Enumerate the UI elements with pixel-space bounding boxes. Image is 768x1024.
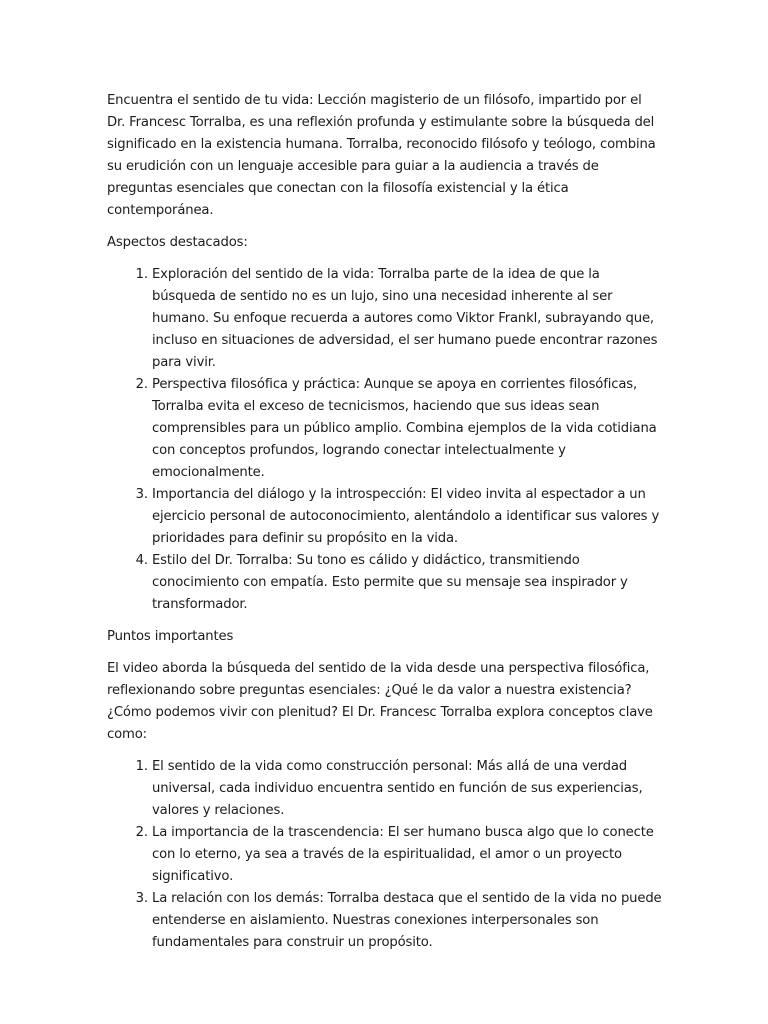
- intro-paragraph: Encuentra el sentido de tu vida: Lección magisterio de un filósofo, impartido por el Dr. Francesc Torralba, es una reflexión profunda y estimulante sobre la búsqueda del significado en la existencia humana. Torralba, reconocido filósofo y teólogo, combina su erudición con un lenguaje accesible para guiar a la audiencia a través de preguntas esenciales que conectan con la filosofía existencial y la ética contemporánea.: [107, 93, 656, 218]
- highlights-list: [107, 264, 663, 616]
- list-item: 2. La importancia de la trascendencia: El ser humano busca algo que lo conecte con lo eterno, ya sea a través de la espiritualidad, el amor o un proyecto significativo.: [152, 822, 663, 888]
- document-page: [107, 90, 663, 964]
- points-list: [107, 756, 663, 954]
- list-item: 1. Exploración del sentido de la vida: Torralba parte de la idea de que la búsqueda de sentido no es un lujo, sino una necesidad inherente al ser humano. Su enfoque recuerda a autores como Viktor Frankl, subrayando que, incluso en situaciones de adversidad, el ser humano puede encontrar razones para vivir.: [152, 264, 663, 374]
- list-item: 4. Estilo del Dr. Torralba: Su tono es cálido y didáctico, transmitiendo conocimiento con empatía. Esto permite que su mensaje sea inspirador y transformador.: [152, 550, 663, 616]
- list-item: 1. El sentido de la vida como construcción personal: Más allá de una verdad universal, cada individuo encuentra sentido en función de sus experiencias, valores y relaciones.: [152, 756, 663, 822]
- list-item: 2. Perspectiva filosófica y práctica: Aunque se apoya en corrientes filosóficas, Torralba evita el exceso de tecnicismos, haciendo que sus ideas sean comprensibles para un público amplio. Combina ejemplos de la vida cotidiana con conceptos profundos, logrando conectar intelectualmente y emocionalmente.: [152, 374, 663, 484]
- points-intro-paragraph: El video aborda la búsqueda del sentido de la vida desde una perspectiva filosófica, reflexionando sobre preguntas esenciales: ¿Qué le da valor a nuestra existencia? ¿Cómo podemos vivir con plenitud? El Dr. Francesc Torralba explora conceptos clave como:: [107, 661, 653, 742]
- list-item: 3. Importancia del diálogo y la introspección: El video invita al espectador a un ejercicio personal de autoconocimiento, alentándolo a identificar sus valores y prioridades para definir su propósito en la vida.: [152, 484, 663, 550]
- points-heading: Puntos importantes: [107, 629, 234, 644]
- list-item: 3. La relación con los demás: Torralba destaca que el sentido de la vida no puede entenderse en aislamiento. Nuestras conexiones interpersonales son fundamentales para construir un propósito.: [152, 888, 663, 954]
- highlights-heading: Aspectos destacados:: [107, 235, 248, 250]
